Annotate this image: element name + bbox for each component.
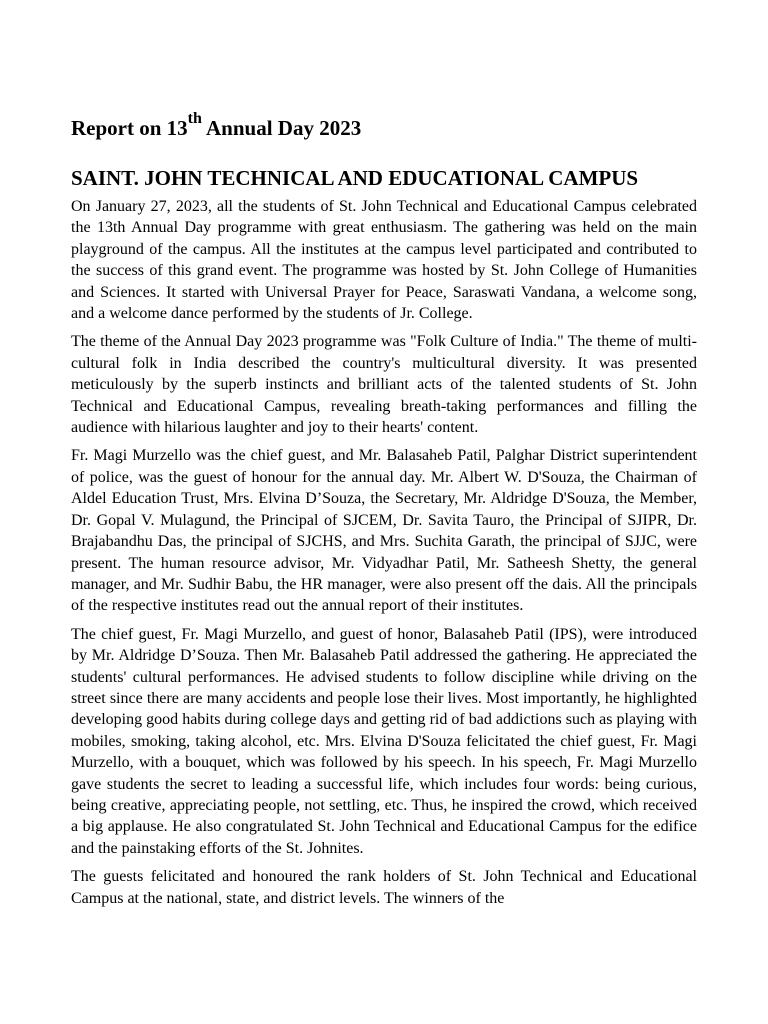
paragraph-speeches: The chief guest, Fr. Magi Murzello, and guest of honor, Balasaheb Patil (IPS), were introduced by Mr. Aldridge D’Souza. Then Mr. Balasaheb Patil addressed the gathering. He appreciated the students' cultural performances. He advised students to follow discipline while driving on the street since there are many accidents and people lose their lives. Most importantly, he highlighted developing good habits during college days and getting rid of bad addictions such as playing with mobiles, smoking, taking alcohol, etc. Mrs. Elvina D'Souza felicitated the chief guest, Fr. Magi Murzello, with a bouquet, which was followed by his speech. In his speech, Fr. Magi Murzello gave students the secret to leading a successful life, which includes four words: being curious, being creative, appreciating people, not settling, etc. Thus, he inspired the crowd, which received a big applause. He also congratulated St. John Technical and Educational Campus for the edifice and the painstaking efforts of the St. Johnites.: [71, 625, 697, 857]
paragraph-guests: Fr. Magi Murzello was the chief guest, and Mr. Balasaheb Patil, Palghar District superintendent of police, was the guest of honour for the annual day. Mr. Albert W. D'Souza, the Chairman of Aldel Education Trust, Mrs. Elvina D’Souza, the Secretary, Mr. Aldridge D'Souza, the Member, Dr. Gopal V. Mulagund, the Principal of SJCEM, Dr. Savita Tauro, the Principal of SJIPR, Dr. Brajabandhu Das, the principal of SJCHS, and Mrs. Suchita Garath, the principal of SJJC, were present. The human resource advisor, Mr. Vidyadhar Patil, Mr. Satheesh Shetty, the general manager, and Mr. Sudhir Babu, the HR manager, were also present off the dais. All the principals of the respective institutes read out the annual report of their institutes.: [71, 447, 697, 615]
paragraph-theme: The theme of the Annual Day 2023 programme was "Folk Culture of India." The theme of multi-cultural folk in India described the country's multicultural diversity. It was presented meticulously by the superb instincts and brilliant acts of the talented students of St. John Technical and Educational Campus, revealing breath-taking performances and filling the audience with hilarious laughter and joy to their hearts' content.: [71, 333, 697, 437]
campus-heading: SAINT. JOHN TECHNICAL AND EDUCATIONAL CAMPUS: [71, 166, 639, 190]
report-title-prefix: Report on 13: [71, 116, 188, 140]
report-body: [71, 196, 697, 909]
paragraph-event-overview: On January 27, 2023, all the students of St. John Technical and Educational Campus celebrated the 13th Annual Day programme with great enthusiasm. The gathering was held on the main playground of the campus. All the institutes at the campus level participated and contributed to the success of this grand event. The programme was hosted by St. John College of Humanities and Sciences. It started with Universal Prayer for Peace, Saraswati Vandana, a welcome song, and a welcome dance performed by the students of Jr. College.: [71, 198, 697, 323]
report-title-ordinal-suffix: th: [187, 110, 202, 127]
report-title: [71, 110, 362, 140]
paragraph-felicitation: The guests felicitated and honoured the rank holders of St. John Technical and Educational Campus at the national, state, and district levels. The winners of the: [71, 868, 697, 907]
report-title-suffix: Annual Day 2023: [201, 116, 362, 140]
